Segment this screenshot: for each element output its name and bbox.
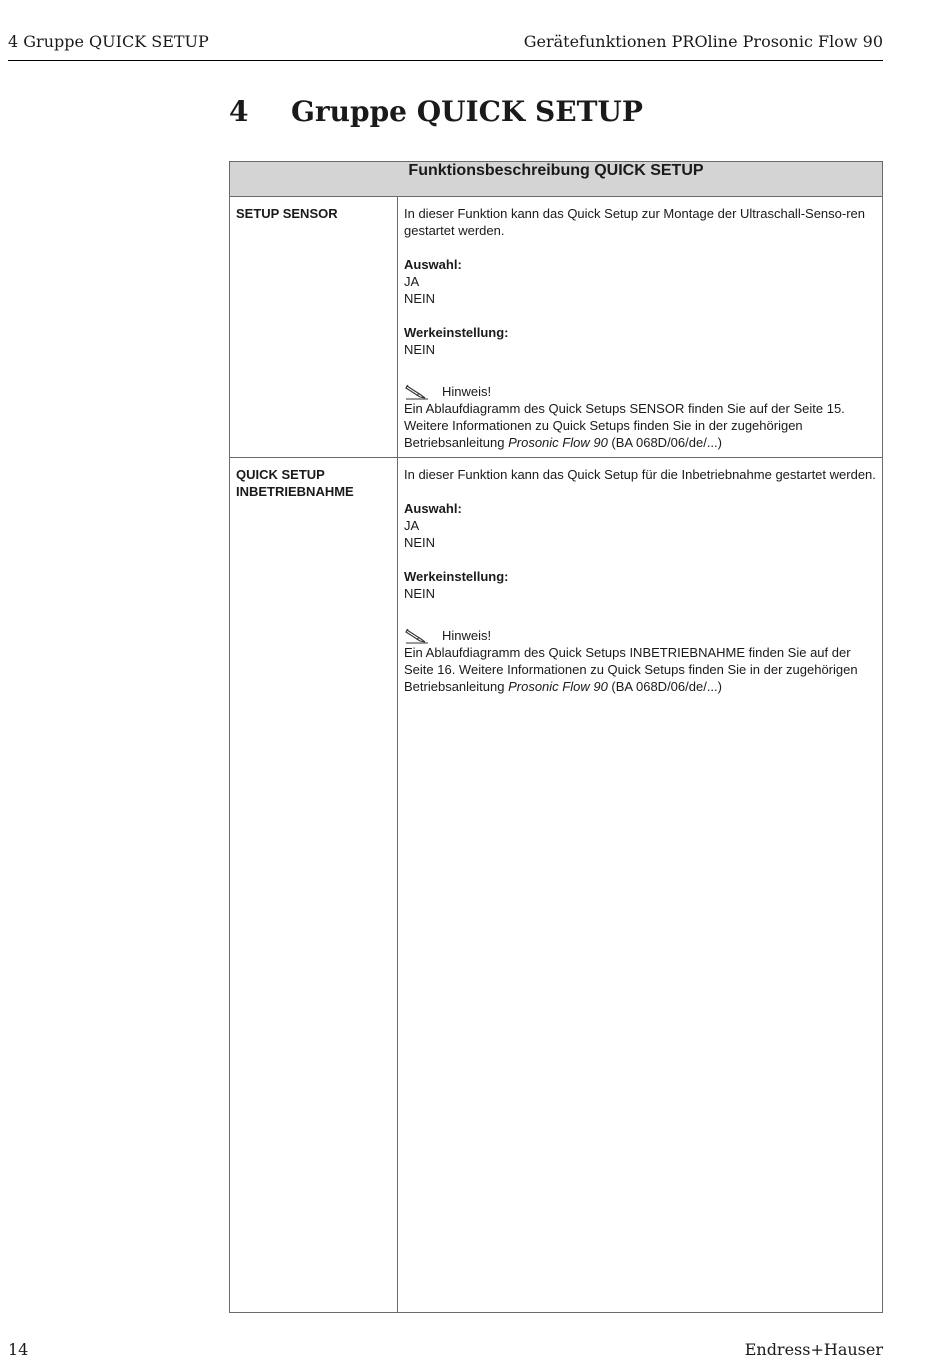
table-row [230,458,883,1313]
table-row [230,197,883,458]
function-table [229,161,883,1313]
default-value: NEIN [404,586,436,601]
table-caption: Funktionsbeschreibung QUICK SETUP [230,162,883,197]
chapter-heading [229,95,643,128]
choice-option: JA [404,518,420,533]
note-text: Ein Ablaufdiagramm des Quick Setups INBETRIEBNAHME finden Sie auf der Seite 16. Weitere Informationen zu Quick Setups finden Sie in der zugehörigen Betriebsanleitung Prosonic Flow 90 (BA 068D/06/de/...) [404,645,858,694]
function-name: QUICK SETUP INBETRIEBNAHME [230,458,398,1313]
pencil-icon [404,627,430,644]
function-description [398,197,883,458]
manual-title: Prosonic Flow 90 [508,435,608,450]
running-header-right: Gerätefunktionen PROline Prosonic Flow 90 [523,32,883,51]
choice-label: Auswahl: [404,257,462,272]
header-rule [8,60,883,61]
default-label: Werkeinstellung: [404,569,509,584]
description-text: In dieser Funktion kann das Quick Setup für die Inbetriebnahme gestartet werden. [404,467,876,482]
function-name: SETUP SENSOR [230,197,398,458]
chapter-title: Gruppe QUICK SETUP [291,95,643,128]
note-header [404,383,876,400]
choice-label: Auswahl: [404,501,462,516]
note-header [404,627,876,644]
default-value: NEIN [404,342,436,357]
manual-title: Prosonic Flow 90 [508,679,608,694]
choice-option: JA [404,274,420,289]
note-title: Hinweis! [442,384,492,399]
choice-option: NEIN [404,535,436,550]
pencil-icon [404,383,430,400]
default-label: Werkeinstellung: [404,325,509,340]
page-number: 14 [8,1340,29,1359]
choice-option: NEIN [404,291,436,306]
description-text: In dieser Funktion kann das Quick Setup zur Montage der Ultraschall-Senso-ren gestartet werden. [404,206,866,238]
chapter-number: 4 [229,95,249,128]
running-header-left: 4 Gruppe QUICK SETUP [8,32,209,51]
note-title: Hinweis! [442,628,492,643]
function-description [398,458,883,1313]
note-text: Ein Ablaufdiagramm des Quick Setups SENSOR finden Sie auf der Seite 15. Weitere Informationen zu Quick Setups finden Sie in der zugehörigen Betriebsanleitung Prosonic Flow 90 (BA 068D/06/de/...) [404,401,845,450]
brand-name: Endress+Hauser [744,1340,883,1359]
